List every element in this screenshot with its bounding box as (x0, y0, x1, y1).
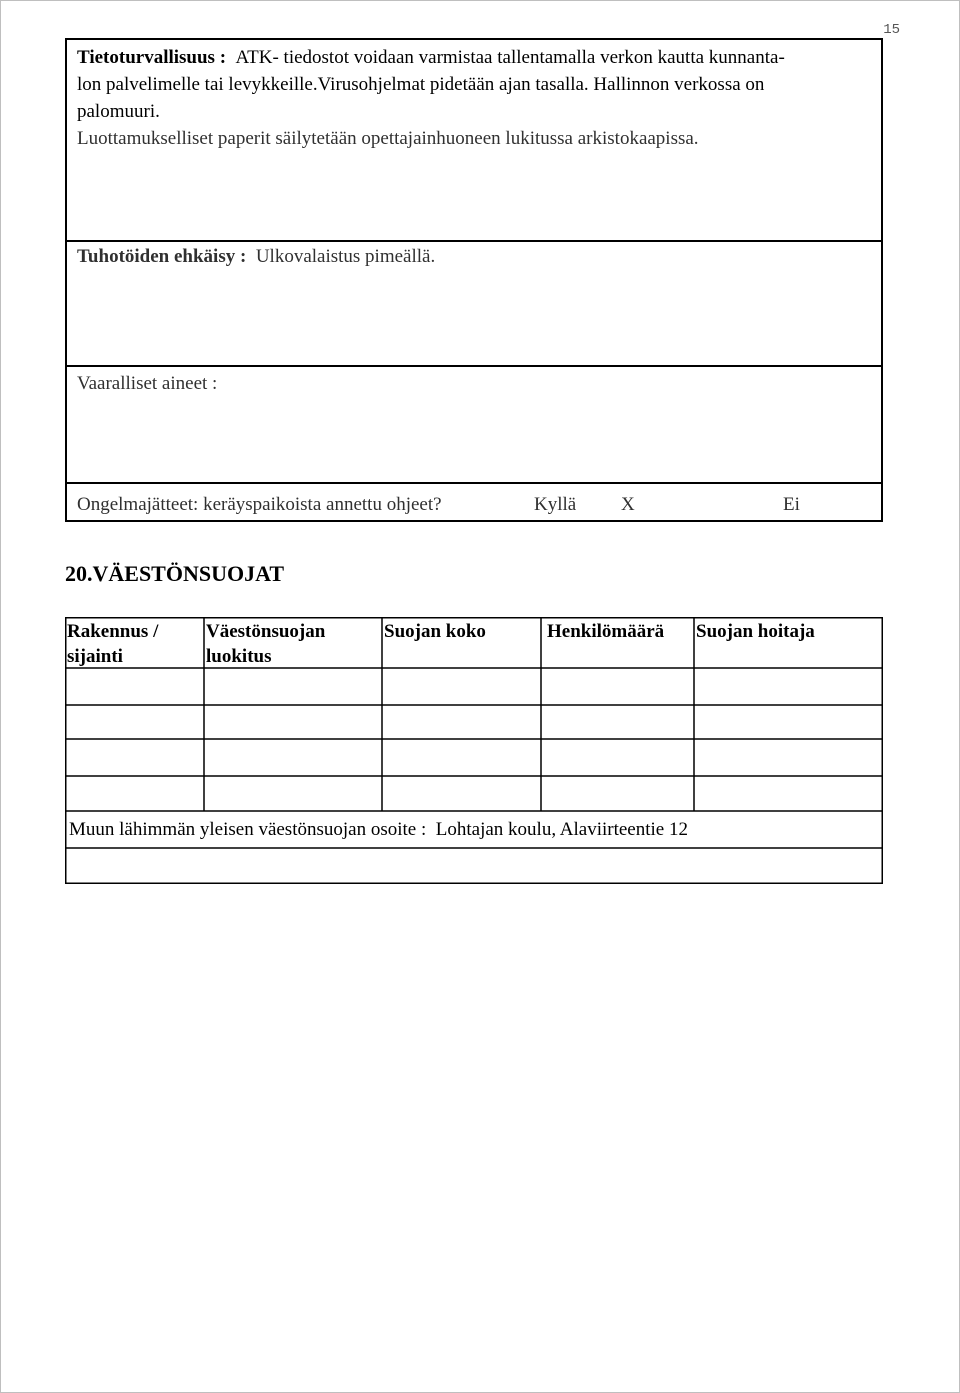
yes-label: Kyllä (534, 494, 577, 515)
it-security-text-2: lon palvelimelle tai levykkeille.Virusohjelmat pidetään ajan tasalla. Hallinnon verkossa on (77, 74, 765, 95)
it-security-text-3: palomuuri. (77, 101, 160, 122)
it-security-text-4: Luottamukselliset paperit säilytetään opettajainhuoneen lukitussa arkistokaapissa. (77, 128, 699, 149)
yes-mark: X (621, 494, 635, 515)
vandalism-label: Tuhotöiden ehkäisy : (77, 246, 247, 267)
it-security-label: Tietoturvallisuus : (77, 47, 227, 68)
header-size: Suojan koko (384, 621, 486, 642)
header-building-line2: sijainti (67, 646, 123, 667)
vandalism-text: Ulkovalaistus pimeällä. (255, 246, 436, 267)
header-classification-line1: Väestönsuojan (206, 621, 326, 642)
header-building (67, 619, 158, 669)
header-classification-line2: luokitus (206, 646, 272, 667)
it-security-block (77, 44, 871, 152)
divider-3 (67, 482, 881, 484)
header-caretaker: Suojan hoitaja (696, 621, 815, 642)
nearest-shelter-value: Lohtajan koulu, Alaviirteentie 12 (435, 819, 688, 840)
shelter-table (65, 617, 883, 884)
header-capacity: Henkilömäärä (547, 621, 665, 642)
divider-2 (67, 365, 881, 367)
divider-1 (67, 240, 881, 242)
page-number: 15 (883, 22, 900, 38)
header-building-line1: Rakennus / (67, 621, 159, 642)
table-grid (65, 617, 883, 884)
hazardous-label: Vaaralliset aineet : (77, 373, 218, 394)
table-outline (66, 618, 883, 884)
no-label: Ei (783, 494, 800, 515)
nearest-shelter-row (69, 817, 688, 843)
header-classification (206, 619, 325, 669)
section-20-heading: 20.VÄESTÖNSUOJAT (65, 561, 285, 586)
vandalism-block (77, 243, 871, 270)
waste-question: Ongelmajätteet: keräyspaikoista annettu ohjeet? (77, 494, 442, 515)
it-security-text-1: ATK- tiedostot voidaan varmistaa tallentamalla verkon kautta kunnanta- (235, 47, 785, 68)
security-box (65, 38, 883, 522)
nearest-shelter-label: Muun lähimmän yleisen väestönsuojan osoite : (69, 819, 427, 840)
waste-row (77, 491, 871, 518)
